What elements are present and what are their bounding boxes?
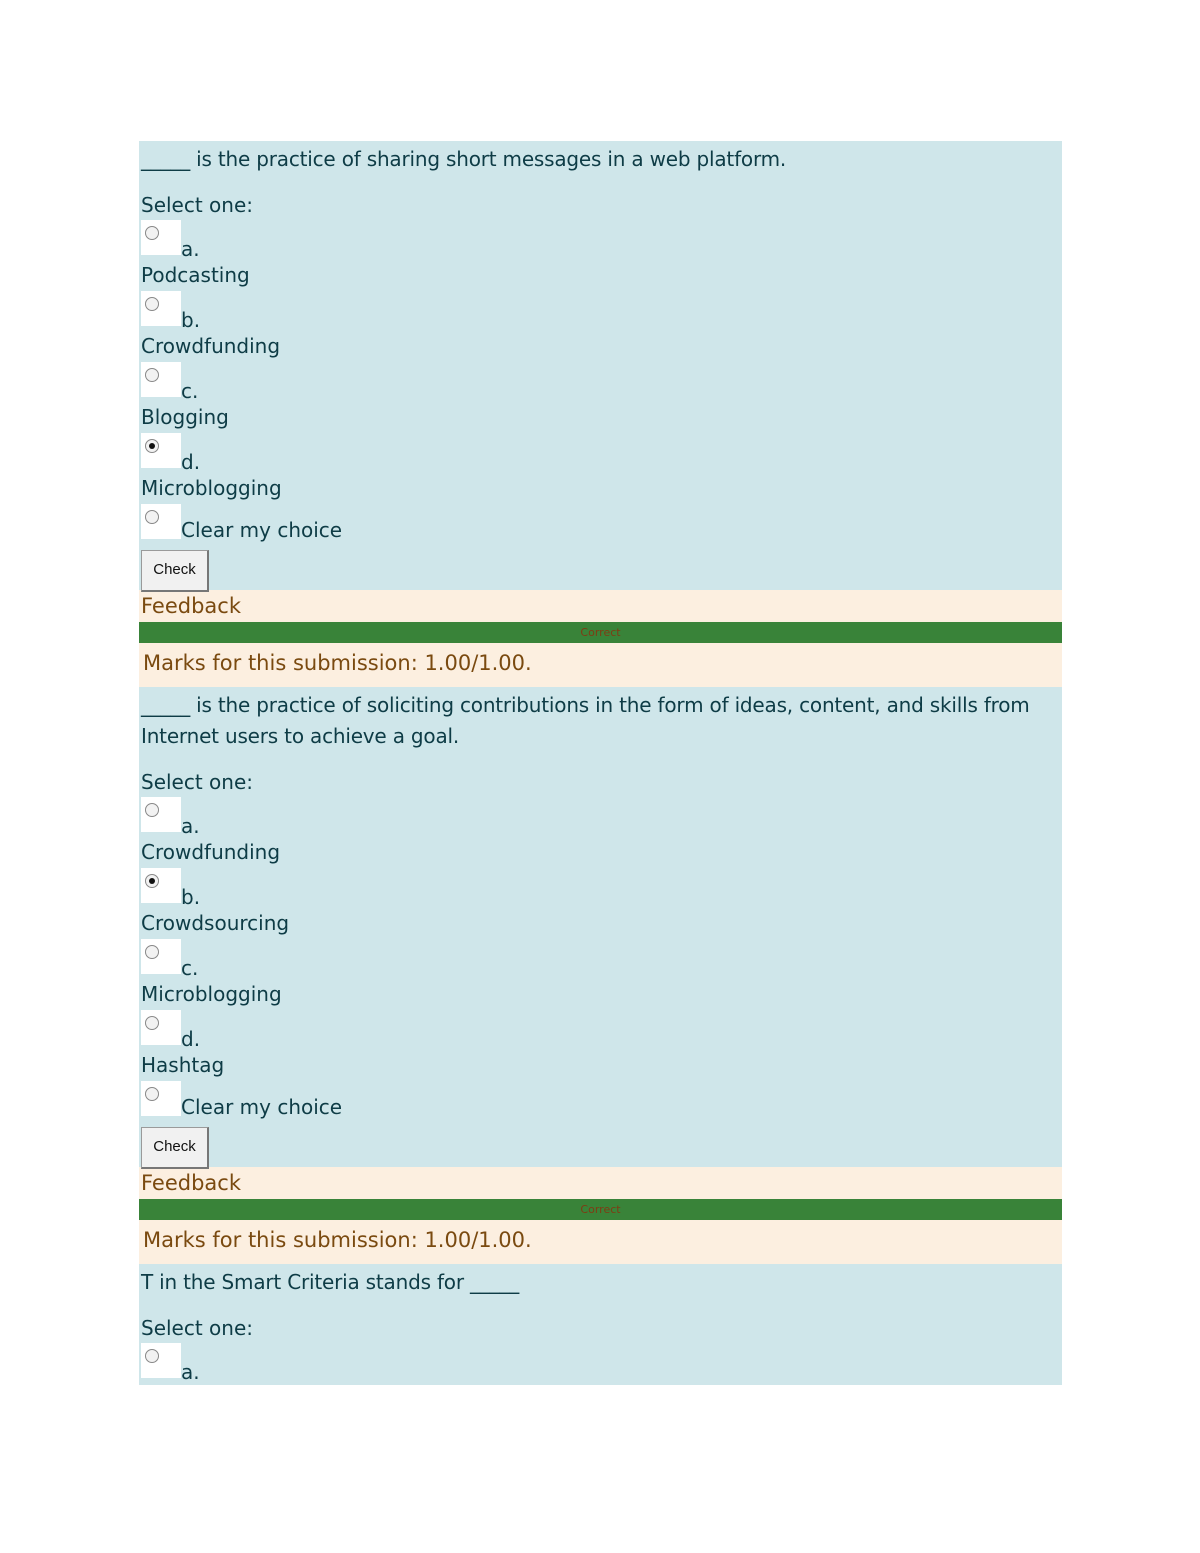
marks-text: Marks for this submission: 1.00/1.00. <box>143 651 532 675</box>
option-b[interactable] <box>139 866 1062 910</box>
option-letter: b. <box>181 308 201 332</box>
option-letter: a. <box>181 237 200 261</box>
radio-button[interactable] <box>145 803 159 817</box>
option-d[interactable] <box>139 1008 1062 1052</box>
radio-box[interactable] <box>141 1010 181 1045</box>
option-label[interactable]: Crowdsourcing <box>141 911 290 935</box>
radio-box[interactable] <box>141 504 181 539</box>
radio-button[interactable] <box>145 1349 159 1363</box>
radio-box[interactable] <box>141 1343 181 1378</box>
option-letter: a. <box>181 814 200 838</box>
check-button-row <box>139 1123 1062 1167</box>
radio-box[interactable] <box>141 1081 181 1116</box>
clear-choice-option[interactable] <box>139 1079 1062 1123</box>
question-3 <box>139 1264 1062 1385</box>
option-a[interactable] <box>139 1341 1062 1385</box>
option-label[interactable]: Blogging <box>141 405 229 429</box>
radio-box[interactable] <box>141 868 181 903</box>
radio-box[interactable] <box>141 939 181 974</box>
option-c[interactable] <box>139 360 1062 404</box>
option-d[interactable] <box>139 431 1062 475</box>
radio-box[interactable] <box>141 797 181 832</box>
option-label[interactable]: Crowdfunding <box>141 334 281 358</box>
radio-button-selected[interactable] <box>145 874 159 888</box>
radio-button[interactable] <box>145 368 159 382</box>
option-label[interactable]: Microblogging <box>141 476 282 500</box>
select-one-label: Select one: <box>141 770 254 794</box>
marks-text: Marks for this submission: 1.00/1.00. <box>143 1228 532 1252</box>
radio-box[interactable] <box>141 291 181 326</box>
option-a[interactable] <box>139 218 1062 262</box>
quiz-page <box>139 141 1062 1385</box>
correct-status-bar: Correct <box>139 622 1062 643</box>
correct-status-bar: Correct <box>139 1199 1062 1220</box>
question-text: _____ is the practice of sharing short messages in a web platform. <box>141 147 787 171</box>
option-c[interactable] <box>139 937 1062 981</box>
radio-button[interactable] <box>145 510 159 524</box>
check-button[interactable]: Check <box>141 1127 209 1169</box>
clear-choice-label[interactable]: Clear my choice <box>181 1095 343 1119</box>
radio-button[interactable] <box>145 1016 159 1030</box>
option-letter: b. <box>181 885 201 909</box>
radio-button[interactable] <box>145 1087 159 1101</box>
radio-box[interactable] <box>141 220 181 255</box>
question-text: _____ is the practice of soliciting contributions in the form of ideas, content, and skills from Internet users to achieve a goal. <box>141 693 1030 748</box>
feedback-panel <box>139 1167 1062 1264</box>
option-letter: a. <box>181 1360 200 1384</box>
option-label[interactable]: Hashtag <box>141 1053 225 1077</box>
option-letter: d. <box>181 1027 201 1051</box>
select-one-label: Select one: <box>141 1316 254 1340</box>
radio-button[interactable] <box>145 226 159 240</box>
feedback-panel <box>139 590 1062 687</box>
radio-button[interactable] <box>145 297 159 311</box>
question-2 <box>139 687 1062 1167</box>
option-letter: c. <box>181 379 199 403</box>
clear-choice-label[interactable]: Clear my choice <box>181 518 343 542</box>
feedback-title: Feedback <box>141 594 242 618</box>
check-button[interactable]: Check <box>141 550 209 592</box>
question-1 <box>139 141 1062 590</box>
radio-button[interactable] <box>145 945 159 959</box>
option-b[interactable] <box>139 289 1062 333</box>
option-label[interactable]: Crowdfunding <box>141 840 281 864</box>
select-one-label: Select one: <box>141 193 254 217</box>
feedback-title: Feedback <box>141 1171 242 1195</box>
option-letter: d. <box>181 450 201 474</box>
option-label[interactable]: Microblogging <box>141 982 282 1006</box>
radio-box[interactable] <box>141 362 181 397</box>
option-a[interactable] <box>139 795 1062 839</box>
option-letter: c. <box>181 956 199 980</box>
radio-box[interactable] <box>141 433 181 468</box>
radio-button-selected[interactable] <box>145 439 159 453</box>
clear-choice-option[interactable] <box>139 502 1062 546</box>
check-button-row <box>139 546 1062 590</box>
question-text: T in the Smart Criteria stands for _____ <box>141 1270 520 1294</box>
option-label[interactable]: Podcasting <box>141 263 250 287</box>
